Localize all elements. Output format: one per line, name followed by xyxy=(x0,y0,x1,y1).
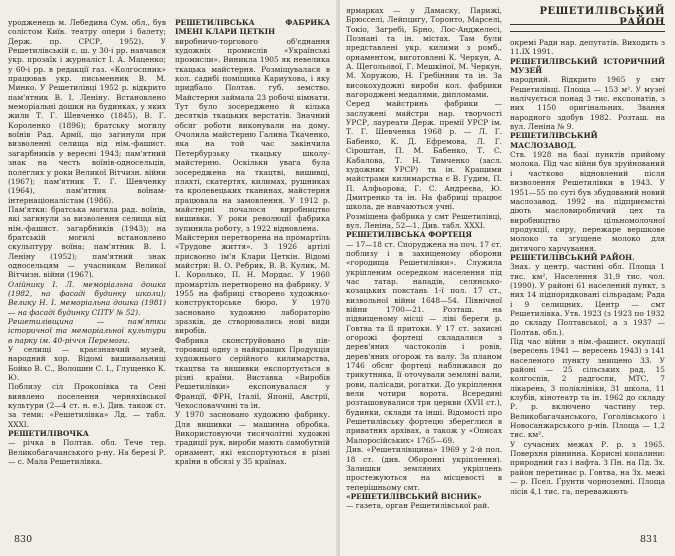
entry-paragraph: Пам'ятки: братська могила рад. воїнів, які загинули за визволення селища від нім.-фашист. загарбників (1943); на братській могилі встановлено скульптуру воїна; пам'ятник В. І. Леніну (1952); пам'ятний знак односельцям — учасникам Великої Вітчизн. війни (1967). xyxy=(8,204,166,280)
entry-paragraph: Фабрика сконструйовано в пів-торовиці одну з найкращих Продукція художнього серійного килимарства, ткацтва та вишивки експортується в різні країни. Виставка «Виробів Решетилівки» експонувалася у Франції, ФРН, Італії, Японії, Австрії, Чехословаччині та ін. xyxy=(175,335,330,411)
entry-paragraph: Решетилівщина — пам'ятки історичної та меморіальної культури в парку ім. 40-річчя Перемоги. xyxy=(8,317,166,345)
entry-heading: «РЕШЕТИЛІВСЬКИЙ ВІСНИК» xyxy=(346,491,482,501)
entry-paragraph: — річка в Полтав. обл. Тече тер. Великобагачанського р-ну. На березі Р. — с. Мала Решетилівка. xyxy=(8,438,166,467)
right-page xyxy=(340,0,675,556)
entry-paragraph: уродженець м. Лебедина Сум. обл., був солістом Київ. театру опери і балету; Держ. пр. СРСР, 1952). У Решетилівській с. ш. у 30-і рр. навчався укр. прозаїк і журналіст І. А. Маценко; у 60-і рр. в редакції газ. «Колгоспник» працював укр. письменник В. М. Минко. У Решетилівці 1952 р. відкрито пам'ятник В. І. Леніну. Встановлено меморіальні дошки на будинках, у яких жили Т. Г. Шевченко (1845), В. Г. Короленко (1896); братську могилу воїнів Рад. Армії, що загинули при визволенні селища від нім.-фашист. загарбників у вересні 1943; пам'ятний знак на честь воїнів-односельців, полеглих у роки Великої Вітчизн. війни (1967); пам'ятник Т. Г. Шевченку (1964), пам'ятник воїнам-інтернаціоналістам (1986). xyxy=(8,18,166,205)
entry-paragraph: Ств. 1928 на базі пунктів прийому молока. Під час війни був зруйнований і частково відновлений після визволення Решетилівки в 1943. У 1951—55 по суті був збудований новий маслозавод. 1992 на підприємстві діють масловиробничий цех та виробництво цільномолочної продукції, сиру, пережаре вершкове молоко та згущене молоко для дитячого харчування. xyxy=(510,150,665,253)
right-page-column-1 xyxy=(346,6,502,516)
entry-paragraph: народний. Відкрито 1965 у смт Решетилівці. Площа — 153 м². У музеї налічується понад 3 тис. експонатів, з них 1150 оригінальних. Звання народного здобув 1982. Розташ. на вул. Леніна № 9. xyxy=(510,75,665,132)
header-rule xyxy=(510,24,665,25)
entry-heading: РЕШЕТИЛІВОЧКА xyxy=(8,429,89,439)
entry-heading: РЕШЕТИЛІВСЬКА ФОРТЕЦЯ xyxy=(346,230,473,240)
entry-heading: РЕШЕТИЛІВСЬКИЙ МАСЛОЗАВОД. xyxy=(510,131,598,150)
entry-paragraph: — 17—18 ст. Споруджена на поч. 17 ст. поблизу і в захищеному оборони «городища Решетилівки». Служила укріпленим осередком населення під час татар. нападів, селянсько-козацьких повстань 1-ї пол. 17 ст., визвольної війни 1648—54. Північної війни 1700—21. Розташ. на підвищеному місці — ліві береги р. Говтва та її притоки. У 17 ст. захисні огорожі фортеці складалися з дерев'яних частоколів і ровів, дерев'яних огорож та валу. За планом 1746 обсяг фортеці наближався до трикутника, її оточували земляні вали, рови, палісади, рогатки. До укріплення вели чотири ворота. Всередині розташовувалися три церкви (ХVII ст.), будинки, склади та інші. Відомості про Решетилівську фортецю збереглися в приватних архівах, а також у «Описах Малоросійських» 1765—69. xyxy=(346,239,502,445)
entry-paragraph: Під час війни з нім.-фашист. окупації (вересень 1941 — вересень 1943) з 141 населеного пункту знищено 33. У районі — 25 сільських рад, 15 колгоспів, 2 радгоспи, МТС, 7 лікарень, 3 поліклініки, 31 школа, 11 клубів, кінотеатр та ін. 1962 до складу Р. р. включено частину тер. Великобагачанського, Гоголівського і Новосанжарського р-нів. Площа — 1,2 тис. км². xyxy=(510,337,665,440)
entry-paragraph: — газета, орган Решетилівської рай. xyxy=(346,501,490,511)
entry-heading: РЕШЕТИЛІВСЬКИЙ ІСТОРИЧНИЙ МУЗЕЙ xyxy=(510,56,665,76)
left-page-column-1 xyxy=(8,18,166,528)
entry-paragraph: Поблизу сіл Прокопівка та Сені виявлено поселення черняхівської культури (2—4 ст. н. е.). Див. також ст. за теми: «Решетилівка» Лд. — табл. ХХХІ. xyxy=(8,382,166,429)
running-header: РЕШЕТИЛІВСЬКИЙ РАЙОН xyxy=(510,6,665,32)
entry-paragraph: У 1970 засновано художню фабрику. Для вишивки — машинна обробка. Використовуючи тисячолітні художні традиції рук, вироби мають самобутній орнамент, які експортуються в різні країни в обсязі у 35 країнах. xyxy=(175,410,330,467)
entry-paragraph: виробничо-торгового об'єднання художніх промислів «Українські промисли». Виникла 1905 як невелика ткацька майстерня. Розміщувалася в кол. садибі поміщика Кариухова, і яку придбало Полтав. губ. земство. Майстерня займала 23 робочі кімнати. Тут було зосереджено й кілька десятків ткацьких верстатів. Значний обсяг роботи виконували на дому. Очолила майстерню Галина Ткаченко, яка на той час закінчила Петербурзьку ткацьку школу-майстерню. Оскільки увага була зосереджена на ткацтві, вишивці, плахті, скатертях, килимах, рушниках та кролевецьких тканинах, майстерня працювала на замовлення. У 1912 р. майстерні почалося виробництво вишивки. У роки революції фабрика зупинила роботу, з 1922 відновлена. xyxy=(175,36,330,233)
entry-paragraph: Див. «Решетилівщина» 1969 у 2-й пол. 18 ст. (див. Оборонні укріплення). Залишки земляних укріплень простежуються на місцевості в теперішньому смт. xyxy=(346,445,502,492)
right-page-column-2 xyxy=(510,38,665,516)
left-page-column-2 xyxy=(175,18,330,528)
entry-heading: РЕШЕТИЛІВСЬКА ФАБРИКА ІМЕНІ КЛАРИ ЦЕТКІН xyxy=(175,18,330,37)
entry-paragraph: Олійнику І. Л. меморіальна дошка (1982, на фасаді будинку школи); Велику Н. І. меморіальна дошка (1981) — на фасаді будинку СПТУ № 52). xyxy=(8,279,166,317)
entry-paragraph: окремі Ради нар. депутатів. Виходить з 11.ІХ 1991. xyxy=(510,38,665,57)
entry-paragraph: У селищі — краєзнавчий музей, народний хор. Відомі вишивальниці Бойко В. С., Волошин С. І., Глущенко К. Ю. xyxy=(8,345,166,383)
entry-paragraph: Майстерня перетворена на промартіль «Трудове життя». З 1926 артілі присвоєно ім'я Клари Цеткін. Відомі майстри: В. О. Ребрик, В. В. Кулик, М. І. Королько, П. Н. Мордас. У 1960 промартіль перетворено на фабрику. У 1955 на фабриці створено художньо-конструкторське бюро. У 1970 засновано художню лабораторію зразків, де створювались нові види виробів. xyxy=(175,232,330,336)
entry-paragraph: Знах. у центр. частині обл. Площа 1 тис. км², Населення 31,9 тис. чол. (1990). У районі 61 населений пункт, з них 14 підпорядковані сільрадам; Рада і 9 селищних. Центр — смт Решетилівка. Утв. 1923 (з 1923 по 1932 до складу Полтавської, а з 1937 — Полтав. обл.). xyxy=(510,262,665,337)
entry-paragraph: Серед майстринь фабрики — заслужені майстри нар. творчості УРСР, лауреати Держ. премії УРСР ім. Т. Г. Шевченка 1968 р. — Л. Г. Бабенко, К. Д. Ефремова, Л. Г. Сіроштан, П. М. Бабенко, Т. С. Кабалова, Т. Н. Тимченко (засл. художник УРСР) та ін. Кращими майстрами килимарства є В. Гудим, П. П. Алфьорова, Г. С. Андреєва, Ю. Дмитренко та ін. На фабриці працює школа, де навчаються учні. xyxy=(346,99,502,212)
entry-paragraph: Розміщена фабрика у смт Решетилівці, вул. Леніна, 52—1. Див. табл. ХХХІ. xyxy=(346,211,502,230)
entry-paragraph: ярмарках — у Дамаску, Парижі, Брюсселі, Лейпцигу, Торонто, Марселі, Токіо, Загребі, Брно, Лос-Анджелесі, Познані та ін. містах. Там були представлені укр. килими з ромб., орнаментом, виготовлені К. Черкун, А. А. Щегольової, Г. Мешкіної, М. Черкун, М. Хоружою, Н. Гребінник та ін. За високохудожні вироби кол. фабрики нагороджені медалями, дипломами. xyxy=(346,6,502,100)
entry-paragraph: У сучасних межах Р. р. з 1965. Поверхня рівнинна. Корисні копалини: природний газ і нафта. З Пн. на Пд. Зх. район перетинає р. Говтва, на Зх. межі — р. Псел. Ґрунти чорноземні. Площа лісів 4,1 тис. га, переважають xyxy=(510,439,665,496)
entry-heading: РЕШЕТИЛІВСЬКИЙ РАЙОН. xyxy=(510,252,635,262)
left-page-number: 830 xyxy=(14,534,33,545)
right-page-number: 831 xyxy=(640,534,659,545)
